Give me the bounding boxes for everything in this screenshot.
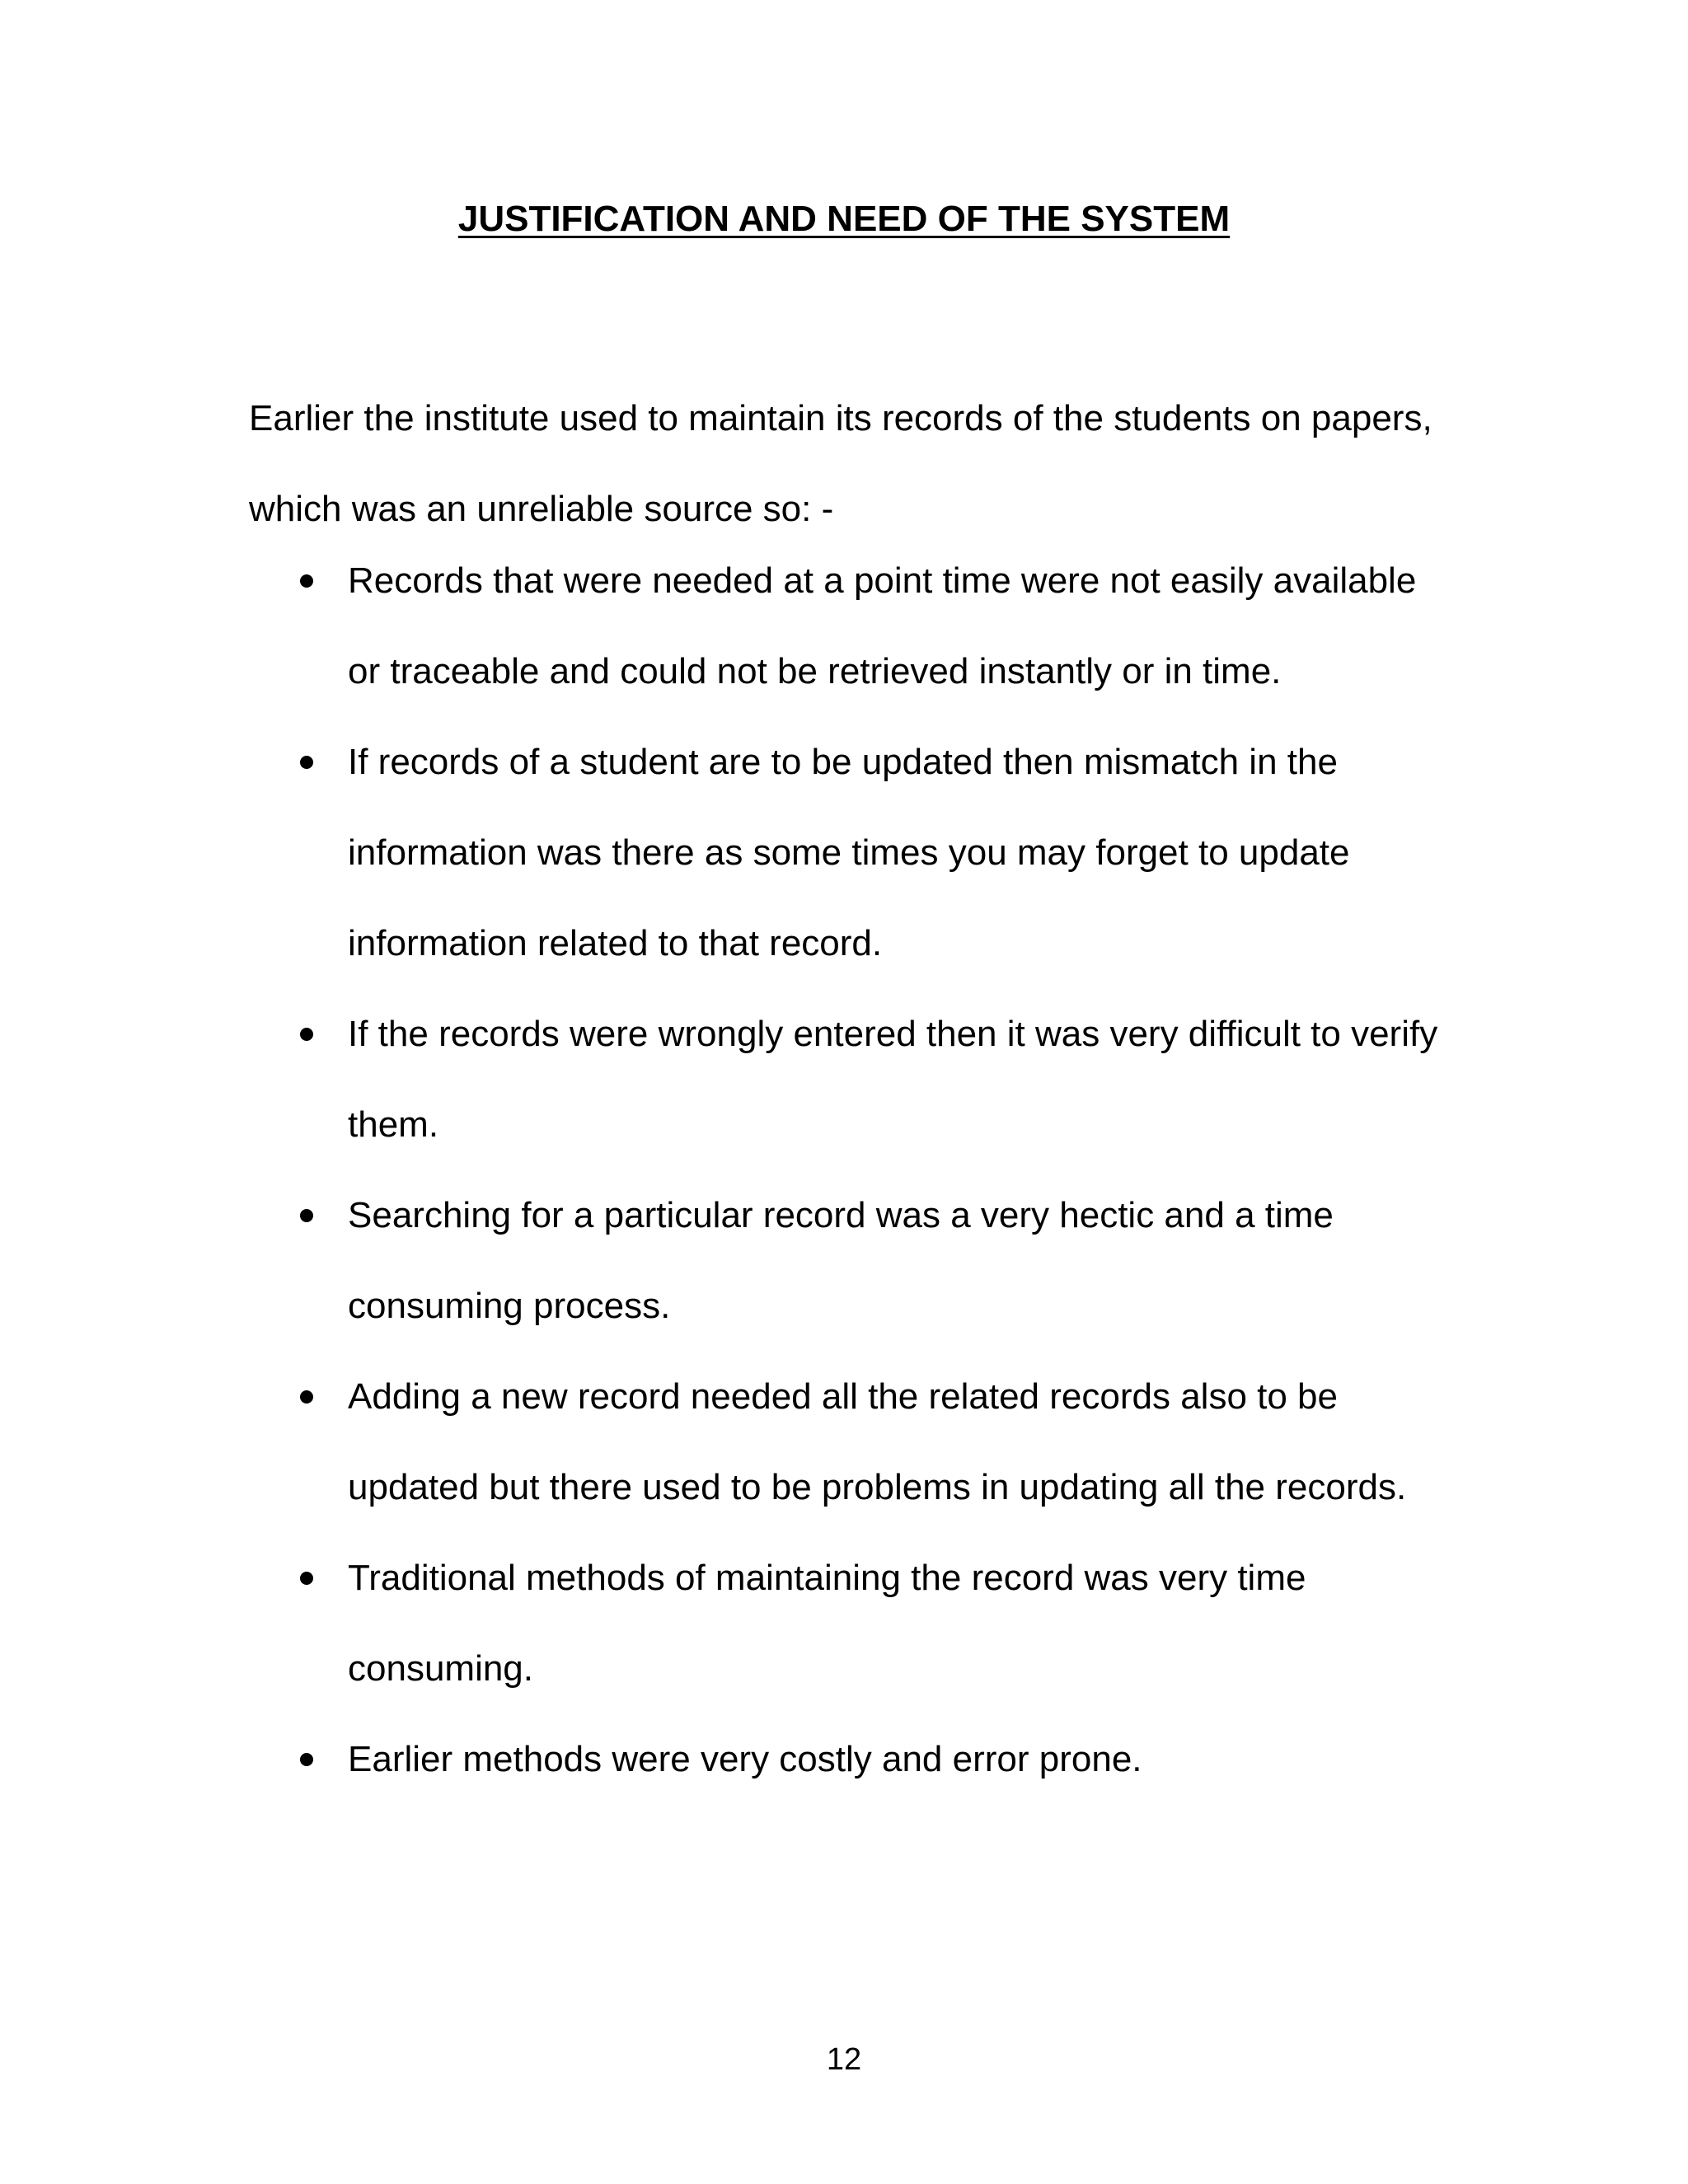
bullet-icon	[300, 574, 313, 588]
list-item	[249, 717, 1452, 989]
list-item-text: Earlier methods were very costly and error prone.	[348, 1739, 1142, 1779]
list-item	[249, 536, 1452, 717]
page-title: JUSTIFICATION AND NEED OF THE SYSTEM	[457, 199, 1231, 239]
list-item	[249, 1714, 1452, 1805]
justification-list	[249, 536, 1452, 1805]
page-number: 12	[826, 2042, 862, 2077]
list-item-text: If the records were wrongly entered then it was very difficult to verify them.	[348, 1014, 1438, 1145]
list-item	[249, 1170, 1452, 1352]
intro-paragraph: Earlier the institute used to maintain its records of the students on papers, which was an unreliable source so: -	[249, 398, 1432, 529]
list-item-text: Traditional methods of maintaining the record was very time consuming.	[348, 1558, 1306, 1689]
bullet-icon	[300, 1209, 313, 1222]
bullet-icon	[300, 1028, 313, 1041]
list-item-text: Searching for a particular record was a very hectic and a time consuming process.	[348, 1195, 1334, 1326]
list-item	[249, 1352, 1452, 1533]
bullet-icon	[300, 756, 313, 769]
list-item	[249, 989, 1452, 1170]
bullet-icon	[300, 1390, 313, 1404]
list-item-text: Records that were needed at a point time were not easily available or traceable and could not be retrieved instantly or in time.	[348, 560, 1417, 691]
bullet-icon	[300, 1753, 313, 1766]
list-item	[249, 1533, 1452, 1714]
list-item-text: If records of a student are to be updated then mismatch in the information was there as some times you may forget to update information related to that record.	[348, 742, 1350, 963]
list-item-text: Adding a new record needed all the related records also to be updated but there used to be problems in updating all the records.	[348, 1376, 1407, 1507]
bullet-icon	[300, 1572, 313, 1585]
